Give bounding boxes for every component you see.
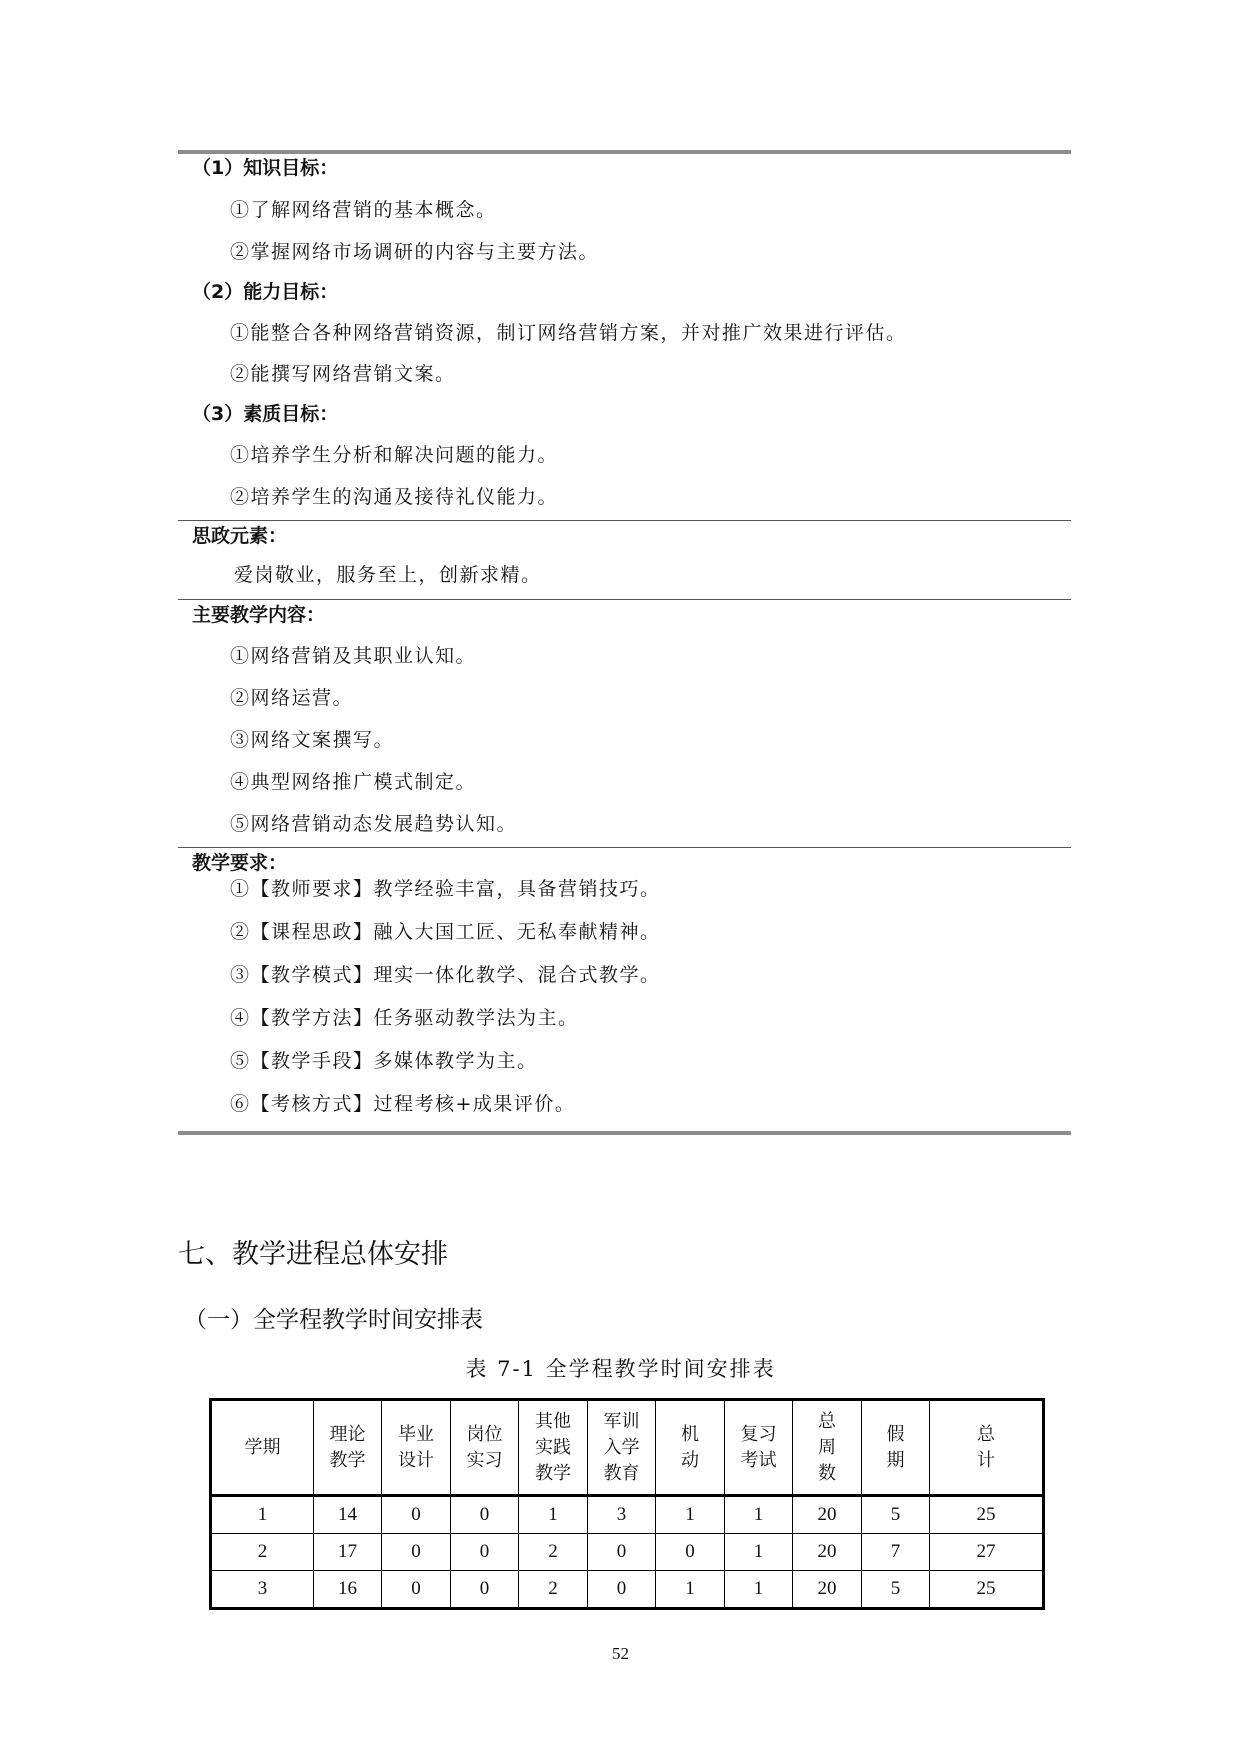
table-cell: 0 xyxy=(656,1534,725,1571)
section-divider xyxy=(178,599,1071,600)
top-rule xyxy=(178,150,1071,154)
knowledge-objective-title: （1）知识目标： xyxy=(192,157,339,179)
header-semester: 学期 xyxy=(211,1400,314,1496)
table-cell: 16 xyxy=(314,1571,382,1609)
header-review-exam: 复习 考试 xyxy=(725,1400,793,1496)
table-cell: 25 xyxy=(930,1571,1044,1609)
content-item: ②网络运营。 xyxy=(230,687,354,709)
content-item: ⑤网络营销动态发展趋势认知。 xyxy=(230,813,518,835)
table-row xyxy=(211,1496,1044,1534)
table-row xyxy=(211,1534,1044,1571)
table-cell: 5 xyxy=(862,1496,930,1534)
table-cell: 1 xyxy=(656,1496,725,1534)
table-cell: 20 xyxy=(793,1571,862,1609)
table-cell: 20 xyxy=(793,1534,862,1571)
ability-item: ②能撰写网络营销文案。 xyxy=(230,363,456,385)
header-internship: 岗位 实习 xyxy=(451,1400,519,1496)
table-cell: 5 xyxy=(862,1571,930,1609)
requirements-title: 教学要求： xyxy=(192,852,288,874)
table-cell: 0 xyxy=(382,1496,451,1534)
table-cell: 2 xyxy=(211,1534,314,1571)
table-cell: 2 xyxy=(519,1571,588,1609)
table-cell: 1 xyxy=(725,1571,793,1609)
page-number: 52 xyxy=(612,1644,629,1663)
content-item: ③网络文案撰写。 xyxy=(230,729,395,751)
knowledge-item: ①了解网络营销的基本概念。 xyxy=(230,199,497,221)
header-flexible: 机 动 xyxy=(656,1400,725,1496)
table-cell: 0 xyxy=(588,1534,656,1571)
header-total: 总 计 xyxy=(930,1400,1044,1496)
schedule-table xyxy=(209,1398,1045,1610)
header-theory: 理论 教学 xyxy=(314,1400,382,1496)
quality-objective-title: （3）素质目标： xyxy=(192,403,339,425)
table-cell: 3 xyxy=(211,1571,314,1609)
bottom-rule xyxy=(178,1131,1071,1135)
table-row xyxy=(211,1571,1044,1609)
table-cell: 0 xyxy=(451,1571,519,1609)
table-cell: 0 xyxy=(451,1534,519,1571)
table-cell: 1 xyxy=(725,1496,793,1534)
header-military-training: 军训 入学 教育 xyxy=(588,1400,656,1496)
table-cell: 1 xyxy=(656,1571,725,1609)
knowledge-item: ②掌握网络市场调研的内容与主要方法。 xyxy=(230,241,600,263)
quality-item: ②培养学生的沟通及接待礼仪能力。 xyxy=(230,486,559,508)
header-graduation-design: 毕业 设计 xyxy=(382,1400,451,1496)
requirement-item: ①【教师要求】教学经验丰富，具备营销技巧。 xyxy=(230,878,661,900)
ideology-text: 爱岗敬业，服务至上，创新求精。 xyxy=(234,564,542,586)
table-header-row xyxy=(211,1400,1044,1496)
requirement-item: ②【课程思政】融入大国工匠、无私奉献精神。 xyxy=(230,921,661,943)
requirement-item: ⑤【教学手段】多媒体教学为主。 xyxy=(230,1050,538,1072)
table-cell: 7 xyxy=(862,1534,930,1571)
requirement-item: ⑥【考核方式】过程考核+成果评价。 xyxy=(230,1093,576,1115)
ability-objective-title: （2）能力目标： xyxy=(192,281,339,303)
ability-item: ①能整合各种网络营销资源，制订网络营销方案，并对推广效果进行评估。 xyxy=(230,322,907,344)
section-divider xyxy=(178,520,1071,521)
table-cell: 0 xyxy=(382,1571,451,1609)
table-cell: 20 xyxy=(793,1496,862,1534)
table-cell: 0 xyxy=(451,1496,519,1534)
course-detail-box xyxy=(178,150,1071,1135)
requirement-item: ④【教学方法】任务驱动教学法为主。 xyxy=(230,1007,579,1029)
table-cell: 1 xyxy=(519,1496,588,1534)
section-title: 七、教学进程总体安排 xyxy=(178,1239,448,1270)
content-title: 主要教学内容： xyxy=(192,604,326,626)
table-cell: 1 xyxy=(725,1534,793,1571)
table-cell: 3 xyxy=(588,1496,656,1534)
header-total-weeks: 总 周 数 xyxy=(793,1400,862,1496)
table-caption: 表 7-1 全学程教学时间安排表 xyxy=(465,1357,776,1381)
table-cell: 2 xyxy=(519,1534,588,1571)
requirement-item: ③【教学模式】理实一体化教学、混合式教学。 xyxy=(230,964,661,986)
content-item: ④典型网络推广模式制定。 xyxy=(230,771,477,793)
subsection-title: （一）全学程教学时间安排表 xyxy=(184,1307,483,1333)
table-cell: 1 xyxy=(211,1496,314,1534)
table-cell: 0 xyxy=(382,1534,451,1571)
quality-item: ①培养学生分析和解决问题的能力。 xyxy=(230,444,559,466)
table-cell: 17 xyxy=(314,1534,382,1571)
section-divider xyxy=(178,847,1071,848)
ideology-title: 思政元素： xyxy=(192,525,288,547)
table-cell: 25 xyxy=(930,1496,1044,1534)
header-vacation: 假 期 xyxy=(862,1400,930,1496)
header-other-practice: 其他 实践 教学 xyxy=(519,1400,588,1496)
table-cell: 0 xyxy=(588,1571,656,1609)
content-item: ①网络营销及其职业认知。 xyxy=(230,645,477,667)
table-cell: 14 xyxy=(314,1496,382,1534)
table-cell: 27 xyxy=(930,1534,1044,1571)
